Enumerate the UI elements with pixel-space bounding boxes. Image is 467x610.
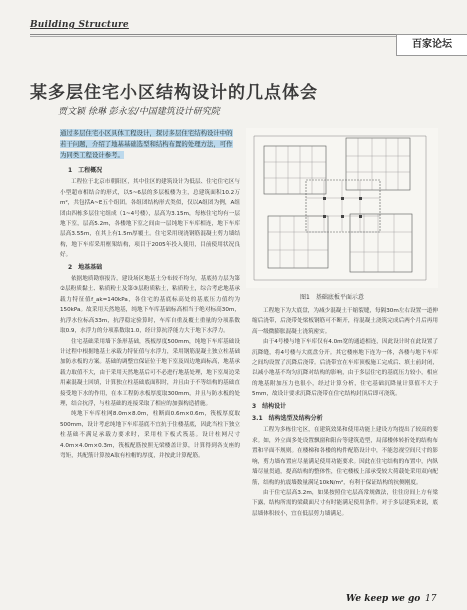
footer-tagline: We keep we go bbox=[346, 594, 421, 604]
section-heading-foundation: 2 地基基础 bbox=[68, 263, 103, 271]
paragraph-foundation-2: 住宅基础采用墙下条形基础，筏板厚度500mm，纯地下车库基础设计过程中根据地基土承载力特征值与水浮力，采用钢筋混凝土独立柱基础加防水板的方案。基础的调整宜保证位于地下室及周边地面标高，地基承载力取值不大，由于采用天然地基后可不必进行地基处理，地下室周边采用素混凝土回填，计算独立柱基础底面积时，并且由于不等结构的基础直接受地下水的作用，在本工程防水板厚度取300mm，并且与防水板的处理，结合抗浮，与柱基础的连接采取了相应的加强构造措施。 bbox=[60, 338, 240, 407]
article-authors: 贾文颖 徐琳 彭永宏/中国建筑设计研究院 bbox=[58, 107, 220, 117]
journal-name: Building Structure bbox=[30, 20, 129, 30]
paragraph-foundation-3: 纯地下车库柱网8.0m×8.0m，柱断面0.6m×0.6m，筏板厚度取500mm，设计考虑纯地下车库基底不宜抗于住楼基底，因此当柱下独立柱基础不满足承载力要求时，采用柱下板式筏基。设计柱网尺寸4.0m×4.0m×0.3m，筏板配筋按照无梁楼盖计算，计算得到各支座的弯矩，其配筋计算按A取有柱帽的厚度，并按此计算配筋。 bbox=[60, 411, 240, 459]
header-rule bbox=[30, 34, 434, 35]
paragraph-structure-2: 由于住宅层高3.2m，如果按照住宅层高常规做法，往往房间上方有梁下露，结构所需的梁截面尺寸有时能满足使用条件。对于多层建筑来说，底层墙体积较小，宜在低层剪力墙满足。 bbox=[252, 489, 438, 517]
section-heading-overview: 1 工程概况 bbox=[68, 167, 103, 174]
foundation-plan-drawing bbox=[246, 128, 438, 288]
abstract-text: 通过多层住宅小区具体工程设计，探讨多层住宅结构设计中的若干问题，介绍了地基基础选型和结构布置的处理方法，可作为同类工程设计参考。 bbox=[60, 129, 233, 159]
figure-caption: 图1 基础底板平面示意 bbox=[300, 294, 364, 301]
article-title: 某多层住宅小区结构设计的几点体会 bbox=[30, 83, 318, 103]
paragraph-foundation-1: 依据地质勘察报告，建设场区地基土分布较不均匀，基底持力层为第②层粉质黏土、粘质粉土及第③层粉质粘土，粘质粉土，综合考虑地基承载力特征值f_ak=140kPa，各住宅的基底标高处的基底压力值约为150kPa。故采用天然地基，纯地下车库基础标高相当于绝对标高30m，抗浮水位标高33m，抗浮稳定验算时，车库自重及覆土重量的分项系数取0.9，水浮力的分项系数取1.0，经计算抗浮能力大于地下水浮力。 bbox=[60, 276, 240, 335]
subsection-heading-structure-selection: 3.1 结构选型及结构分析 bbox=[252, 415, 323, 423]
abstract bbox=[60, 128, 238, 161]
paragraph-structure-1: 工程为多栋住宅区，在建筑效果和使用功能上建设方均提出了较高的要求。如，外立面多处设置飘窗和阳台等建筑造型，局部楼体转折处的结构布置和平面不规则。在楼梯和各楼的构件配筋设计中，不能忽视空间尺寸的影响，剪力墙布置应尽量满足使用功能要求。因此在住宅结构的布置中，内纵墙尽量贯通，提高结构的整体性，住宅楼板上部承受较大荷载处采用双向配筋，结构的抗震墙数量满足10kN/m²，有利于保证结构的抗侧刚度。 bbox=[252, 427, 438, 486]
page-number: 17 bbox=[425, 594, 437, 604]
floor-plan-figure bbox=[246, 128, 438, 288]
section-tab: 百家论坛 bbox=[396, 34, 467, 56]
header-rule-secondary bbox=[30, 36, 434, 37]
left-column bbox=[60, 164, 240, 461]
paragraph-settlement: 由于4号楼与地下车库仅有4.0m宽的通道相连，因此设计时在此设置了沉降缝，将4号楼与大底盘分开。其它楼座地下连为一体，各楼与地下车库之间均设置了沉降后浇带。后浇带宜在车库顶板施工完成后、填土前封闭，以减小地基不均匀沉降对结构的影响，由于多层住宅的基底压力较小，相应的地基附加压力也很小，经过计算分析，住宅基础沉降量计算值不大于5mm，故设计要求沉降后浇带在住宅结构封顶后即可浇筑。 bbox=[252, 339, 438, 398]
paragraph-expansion-joint: 工程地下为大底盘，为减少混凝土干缩裂缝，每隔30m左右设置一道伸缩后浇带，后浇带处梁板钢筋可不断开，待混凝土浇筑完成后两个月后再用高一级微膨胀混凝土浇筑密实。 bbox=[252, 308, 438, 335]
section-heading-structure: 3 结构设计 bbox=[252, 402, 287, 410]
right-column bbox=[252, 306, 438, 519]
paragraph-overview: 工程位于北京市朝阳区，其中住区的建筑设计为低层、住宅住宅区与小型超市相结合的形式，以5~6层的多层板楼为主，总建筑面积10.2万m²，共包括A~E五个组团。各组团结构形式类似，仅以A组团为例，A组团由四栋多层住宅组成（1~4号楼），层高为3.15m，每栋住宅均有一层地下室，层高5.2m，各楼地下室之间由一层纯地下车库相连，地下车库层高3.55m，在其上有1.5m厚覆土。住宅采用现浇钢筋混凝土剪力墙结构，地下车库采用框架结构，项目于2005年投入使用，目前使用状况良好。 bbox=[60, 179, 240, 259]
